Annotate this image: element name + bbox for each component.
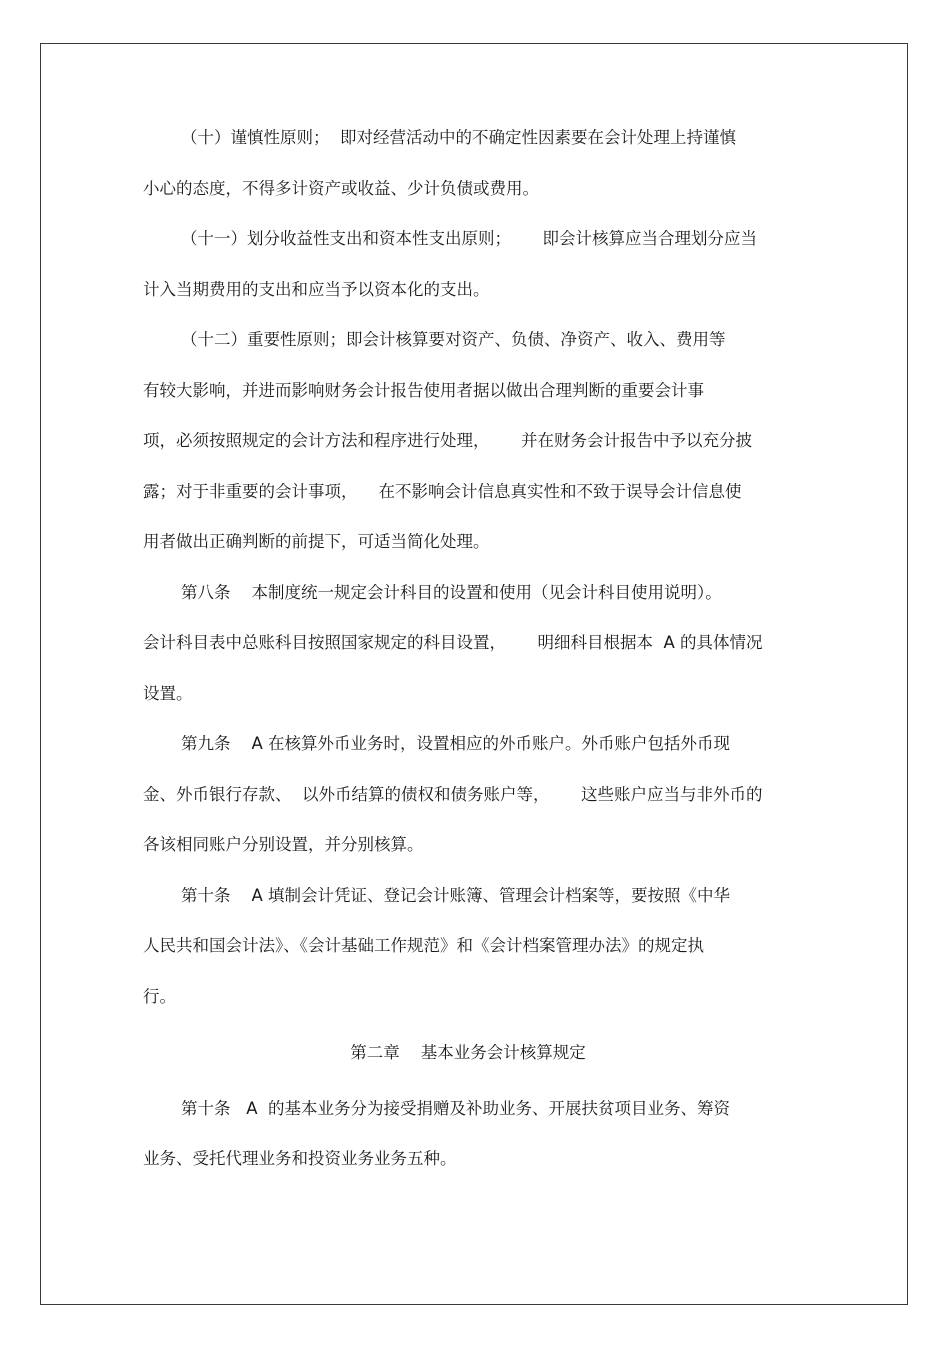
paragraph-line: 项，必须按照规定的会计方法和程序进行处理， 并在财务会计报告中予以充分披 [143,431,752,450]
article-10-line: 第十条 A 填制会计凭证、登记会计账簿、管理会计档案等，要按照《中华 [181,885,731,905]
article-10-line: 行。 [143,986,176,1006]
article-8-line: 会计科目表中总账科目按照国家规定的科目设置， 明细科目根据本 A 的具体情况 [143,633,763,652]
article-9-line: 第九条 A 在核算外币业务时，设置相应的外币账户。外币账户包括外币现 [181,734,731,753]
paragraph-line: （十）谨慎性原则； 即对经营活动中的不确定性因素要在会计处理上持谨慎 [181,128,736,147]
article-8-line: 设置。 [143,683,193,703]
paragraph-line: 小心的态度，不得多计资产或收益、少计负债或费用。 [143,178,539,198]
paragraph-line: （十一）划分收益性支出和资本性支出原则； 即会计核算应当合理划分应当 [181,229,757,248]
article-10-line: 人民共和国会计法》、《会计基础工作规范》和《会计档案管理办法》的规定执 [143,936,704,955]
paragraph-line: （十二）重要性原则；即会计核算要对资产、负债、净资产、收入、费用等 [181,330,726,349]
article-8-line: 第八条 本制度统一规定会计科目的设置和使用（见会计科目使用说明）。 [181,582,722,602]
article-9-line: 金、外币银行存款、 以外币结算的债权和债务账户等， 这些账户应当与非外币的 [143,784,763,804]
article-10b-line: 业务、受托代理业务和投资业务业务五种。 [143,1149,457,1168]
paragraph-line: 计入当期费用的支出和应当予以资本化的支出。 [143,279,490,299]
document-body [143,125,823,1172]
chapter-title: 第二章 基本业务会计核算规定 [350,1042,586,1062]
article-10b-line: 第十条 A 的基本业务分为接受捐赠及补助业务、开展扶贫项目业务、筹资 [181,1098,731,1118]
paragraph-line: 有较大影响，并进而影响财务会计报告使用者据以做出合理判断的重要会计事 [143,380,704,400]
paragraph-line: 用者做出正确判断的前提下，可适当简化处理。 [143,532,490,551]
article-9-line: 各该相同账户分别设置，并分别核算。 [143,835,424,854]
paragraph-line: 露；对于非重要的会计事项， 在不影响会计信息真实性和不致于误导会计信息使 [143,481,742,501]
